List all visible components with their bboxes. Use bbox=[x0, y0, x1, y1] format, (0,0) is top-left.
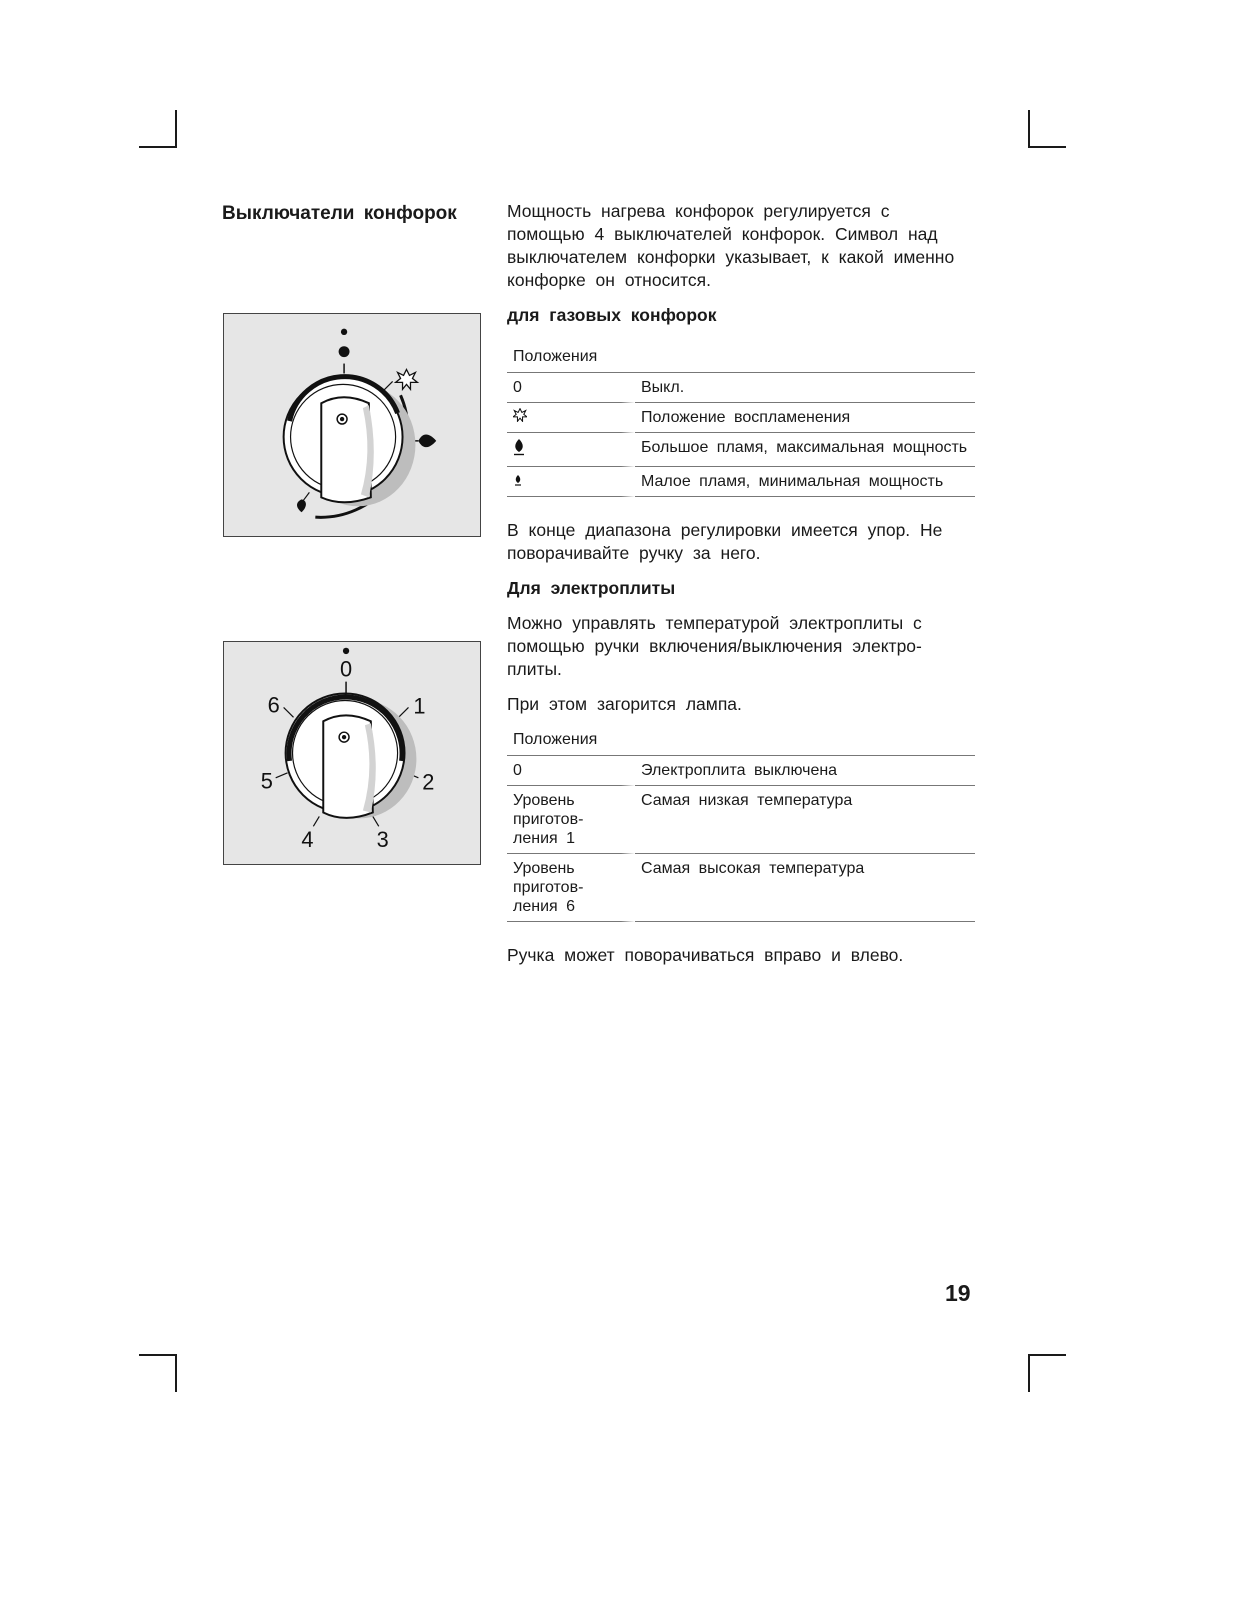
section-title: Выключатели конфорок bbox=[222, 203, 457, 224]
crop-mark bbox=[1028, 110, 1030, 148]
crop-mark bbox=[139, 146, 177, 148]
crop-mark bbox=[175, 110, 177, 148]
position-symbol: 0 bbox=[507, 373, 635, 403]
electric-paragraph: Можно управлять температурой электроплиты с помощью ручки включения/выключения электро- плиты. bbox=[507, 613, 922, 679]
table-row bbox=[507, 403, 975, 433]
gas-knob-figure bbox=[223, 313, 481, 537]
position-description: Выкл. bbox=[635, 373, 975, 403]
position-level: Уровень приготов- ления 6 bbox=[507, 854, 635, 922]
table-row bbox=[507, 786, 975, 854]
position-description: Положение воспламенения bbox=[635, 403, 975, 433]
table-header: Положения bbox=[507, 730, 975, 756]
electric-knob-figure bbox=[223, 641, 481, 865]
electric-subheading: Для электроплиты bbox=[507, 578, 676, 598]
dial-label-6: 6 bbox=[267, 692, 280, 718]
gas-subheading: для газовых конфорок bbox=[507, 305, 717, 325]
crop-mark bbox=[1028, 146, 1066, 148]
position-level: Уровень приготов- ления 1 bbox=[507, 786, 635, 854]
crop-mark bbox=[175, 1354, 177, 1392]
electric-note: Ручка может поворачиваться вправо и влево. bbox=[507, 945, 904, 965]
crop-mark bbox=[1028, 1354, 1030, 1392]
position-description: Электроплита выключена bbox=[635, 756, 975, 786]
lamp-paragraph: При этом загорится лампа. bbox=[507, 694, 742, 714]
position-description: Самая низкая температура bbox=[635, 786, 975, 854]
position-description: Большое пламя, максимальная мощность bbox=[635, 433, 975, 467]
gas-positions-table bbox=[507, 347, 975, 497]
position-description: Малое пламя, минимальная мощность bbox=[635, 467, 975, 497]
ignition-icon bbox=[396, 370, 418, 390]
gas-note: В конце диапазона регулировки имеется упор. Не поворачивайте ручку за него. bbox=[507, 520, 943, 563]
table-row bbox=[507, 756, 975, 786]
table-row bbox=[507, 373, 975, 403]
table-row bbox=[507, 467, 975, 497]
dial-label-2: 2 bbox=[422, 769, 435, 795]
small-flame-icon bbox=[513, 472, 523, 491]
text-column bbox=[507, 200, 975, 979]
table-header: Положения bbox=[507, 347, 975, 373]
position-description: Самая высокая температура bbox=[635, 854, 975, 922]
position-level: 0 bbox=[507, 756, 635, 786]
dial-label-3: 3 bbox=[376, 827, 389, 853]
dial-label-4: 4 bbox=[301, 827, 314, 853]
table-row bbox=[507, 433, 975, 467]
gas-knob-illustration bbox=[224, 314, 480, 536]
dial-label-1: 1 bbox=[413, 693, 426, 719]
small-flame-icon bbox=[297, 492, 309, 512]
ignition-icon bbox=[513, 408, 527, 427]
crop-mark bbox=[139, 1354, 177, 1356]
dial-label-5: 5 bbox=[260, 768, 273, 794]
dial-label-0: 0 bbox=[339, 656, 353, 682]
page-number: 19 bbox=[945, 1280, 971, 1306]
crop-mark bbox=[1028, 1354, 1066, 1356]
electric-knob-illustration bbox=[224, 642, 480, 864]
table-row bbox=[507, 854, 975, 922]
intro-paragraph: Мощность нагрева конфорок регулируется с помощью 4 выключателей конфорок. Символ над выключателем конфорки указывает, к какой именно конфорке он относится. bbox=[507, 201, 955, 290]
electric-positions-table bbox=[507, 730, 975, 922]
large-flame-icon bbox=[513, 438, 525, 461]
